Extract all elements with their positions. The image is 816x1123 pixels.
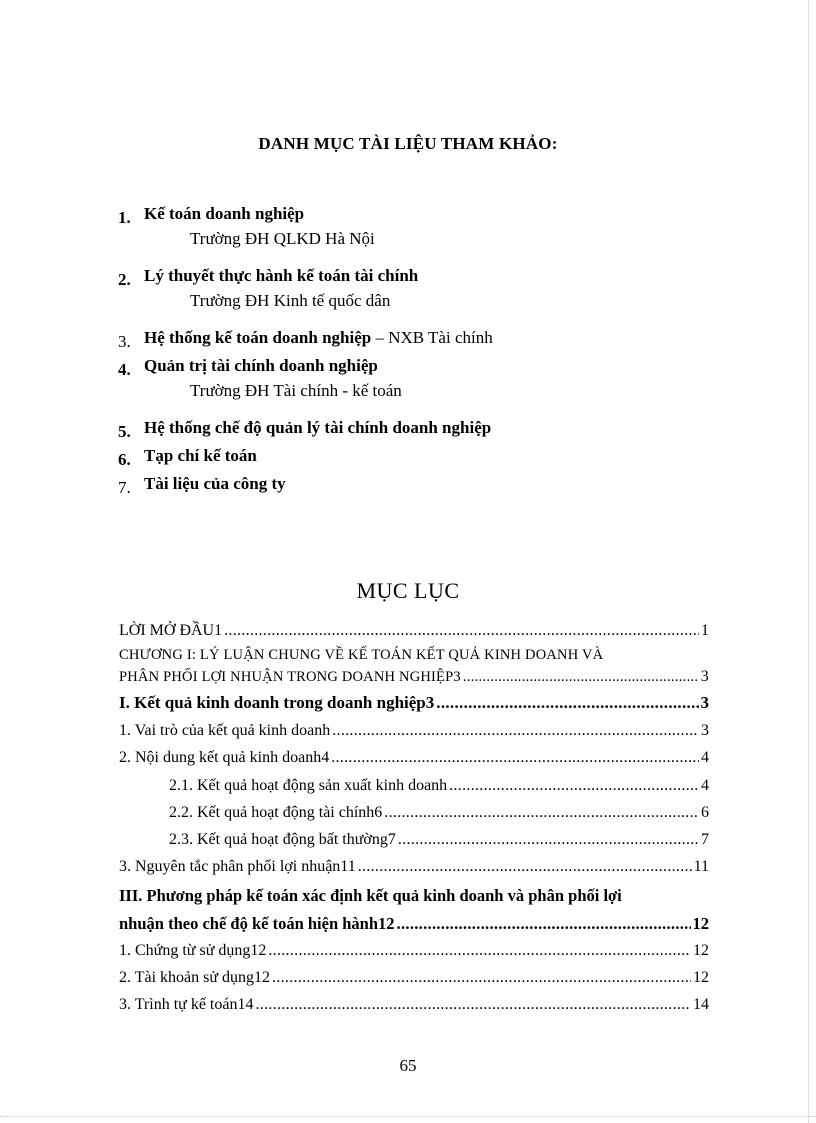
toc-entry[interactable] (119, 720, 709, 742)
toc-entry-label-line1: III. Phương pháp kế toán xác định kết quả kinh doanh và phân phối lợi (119, 886, 622, 905)
reference-title: Hệ thống chế độ quản lý tài chính doanh nghiệp (144, 418, 492, 437)
reference-number: 4. (118, 360, 131, 379)
toc-leader-dots (224, 620, 699, 642)
toc-entry-label: 2.2. Kết quả hoạt động tài chính6 (169, 804, 383, 821)
page-number: 65 (399, 1056, 417, 1075)
toc-entry-label: LỜI MỞ ĐẦU1 (119, 622, 223, 639)
reference-title: Kế toán doanh nghiệp (144, 204, 305, 223)
reference-item-7 (118, 473, 286, 495)
references-heading: DANH MỤC TÀI LIỆU THAM KHẢO: (258, 134, 558, 153)
toc-entry[interactable] (119, 882, 709, 938)
toc-entry[interactable] (119, 967, 709, 989)
reference-item-6 (118, 445, 257, 467)
reference-item-4 (118, 355, 378, 377)
toc-leader-dots (358, 856, 692, 878)
toc-entry[interactable] (119, 747, 709, 769)
toc-leader-dots (255, 994, 691, 1016)
toc-entry-label: 2.3. Kết quả hoạt động bất thường7 (169, 831, 396, 848)
toc-entry-page: 3 (700, 668, 709, 685)
reference-publisher: – NXB Tài chính (371, 328, 493, 347)
reference-item-5 (118, 417, 491, 439)
page-edge-bottom (0, 1116, 816, 1117)
reference-number: 3. (118, 332, 131, 351)
toc-leader-dots (449, 775, 699, 797)
toc-heading: MỤC LỤC (356, 578, 460, 603)
reference-publisher: Trường ĐH QLKD Hà Nội (190, 229, 375, 248)
reference-number: 1. (118, 208, 131, 227)
toc-entry-label: 1. Vai trò của kết quả kinh doanh (119, 722, 331, 739)
reference-number: 7. (118, 478, 131, 497)
reference-title: Lý thuyết thực hành kế toán tài chính (144, 266, 419, 285)
toc-entry[interactable] (119, 644, 709, 688)
toc-entry-page: 4 (701, 749, 709, 766)
toc-entry-page: 3 (701, 722, 709, 739)
toc-entry-label: 1. Chứng từ sử dụng12 (119, 942, 267, 959)
toc-entry[interactable] (169, 829, 709, 851)
toc-entry-page: 7 (701, 831, 709, 848)
toc-leader-dots (463, 666, 699, 688)
toc-entry-label: 2. Nội dung kết quả kinh doanh4 (119, 749, 330, 766)
toc-entry-label: nhuận theo chế độ kế toán hiện hành12 (119, 914, 395, 933)
toc-entry-page: 3 (700, 693, 709, 712)
toc-leader-dots (397, 910, 691, 938)
toc-entry-label: 3. Trình tự kế toán14 (119, 996, 254, 1013)
reference-number: 6. (118, 450, 131, 469)
toc-entry-label: PHÂN PHỐI LỢI NHUẬN TRONG DOANH NGHIỆP3 (119, 669, 461, 685)
toc-entry-page: 6 (701, 804, 709, 821)
reference-title: Tài liệu của công ty (144, 474, 286, 493)
toc-entry-page: 1 (701, 622, 709, 639)
toc-entry-page: 14 (693, 996, 709, 1013)
toc-entry-label: 2. Tài khoản sử dụng12 (119, 969, 271, 986)
toc-entry-label: 2.1. Kết quả hoạt động sản xuất kinh doanh (169, 777, 448, 794)
reference-number: 5. (118, 422, 131, 441)
reference-item-3 (118, 327, 493, 349)
toc-leader-dots (332, 720, 699, 742)
reference-publisher: Trường ĐH Tài chính - kế toán (190, 381, 402, 400)
toc-entry-page: 11 (693, 858, 709, 875)
toc-entry[interactable] (119, 994, 709, 1016)
reference-item-1 (118, 203, 304, 225)
toc-leader-dots (268, 940, 691, 962)
reference-number: 2. (118, 270, 131, 289)
reference-item-2 (118, 265, 418, 287)
toc-entry-page: 12 (693, 969, 709, 986)
reference-title: Tạp chí kế toán (144, 446, 257, 465)
reference-title: Quản trị tài chính doanh nghiệp (144, 356, 378, 375)
reference-title: Hệ thống kế toán doanh nghiệp (144, 328, 372, 347)
toc-entry[interactable] (169, 802, 709, 824)
page-edge-right (808, 0, 809, 1123)
reference-publisher: Trường ĐH Kinh tế quốc dân (190, 291, 391, 310)
toc-entry-page: 12 (692, 914, 709, 933)
toc-entry-label-line1: CHƯƠNG I: LÝ LUẬN CHUNG VỀ KẾ TOÁN KẾT QUẢ KINH DOANH VÀ (119, 647, 604, 663)
toc-leader-dots (436, 692, 698, 714)
toc-entry-label: 3. Nguyên tắc phân phối lợi nhuận11 (119, 858, 356, 875)
toc-entry[interactable] (169, 775, 709, 797)
toc-leader-dots (331, 747, 699, 769)
toc-entry[interactable] (119, 856, 709, 878)
toc-entry-page: 12 (693, 942, 709, 959)
toc-leader-dots (398, 829, 699, 851)
toc-entry[interactable] (119, 940, 709, 962)
toc-entry-page: 4 (701, 777, 709, 794)
toc-leader-dots (272, 967, 691, 989)
toc-entry-label: I. Kết quả kinh doanh trong doanh nghiệp3 (119, 693, 435, 712)
toc-leader-dots (384, 802, 699, 824)
toc-entry[interactable] (119, 692, 709, 714)
toc-entry[interactable] (119, 620, 709, 642)
